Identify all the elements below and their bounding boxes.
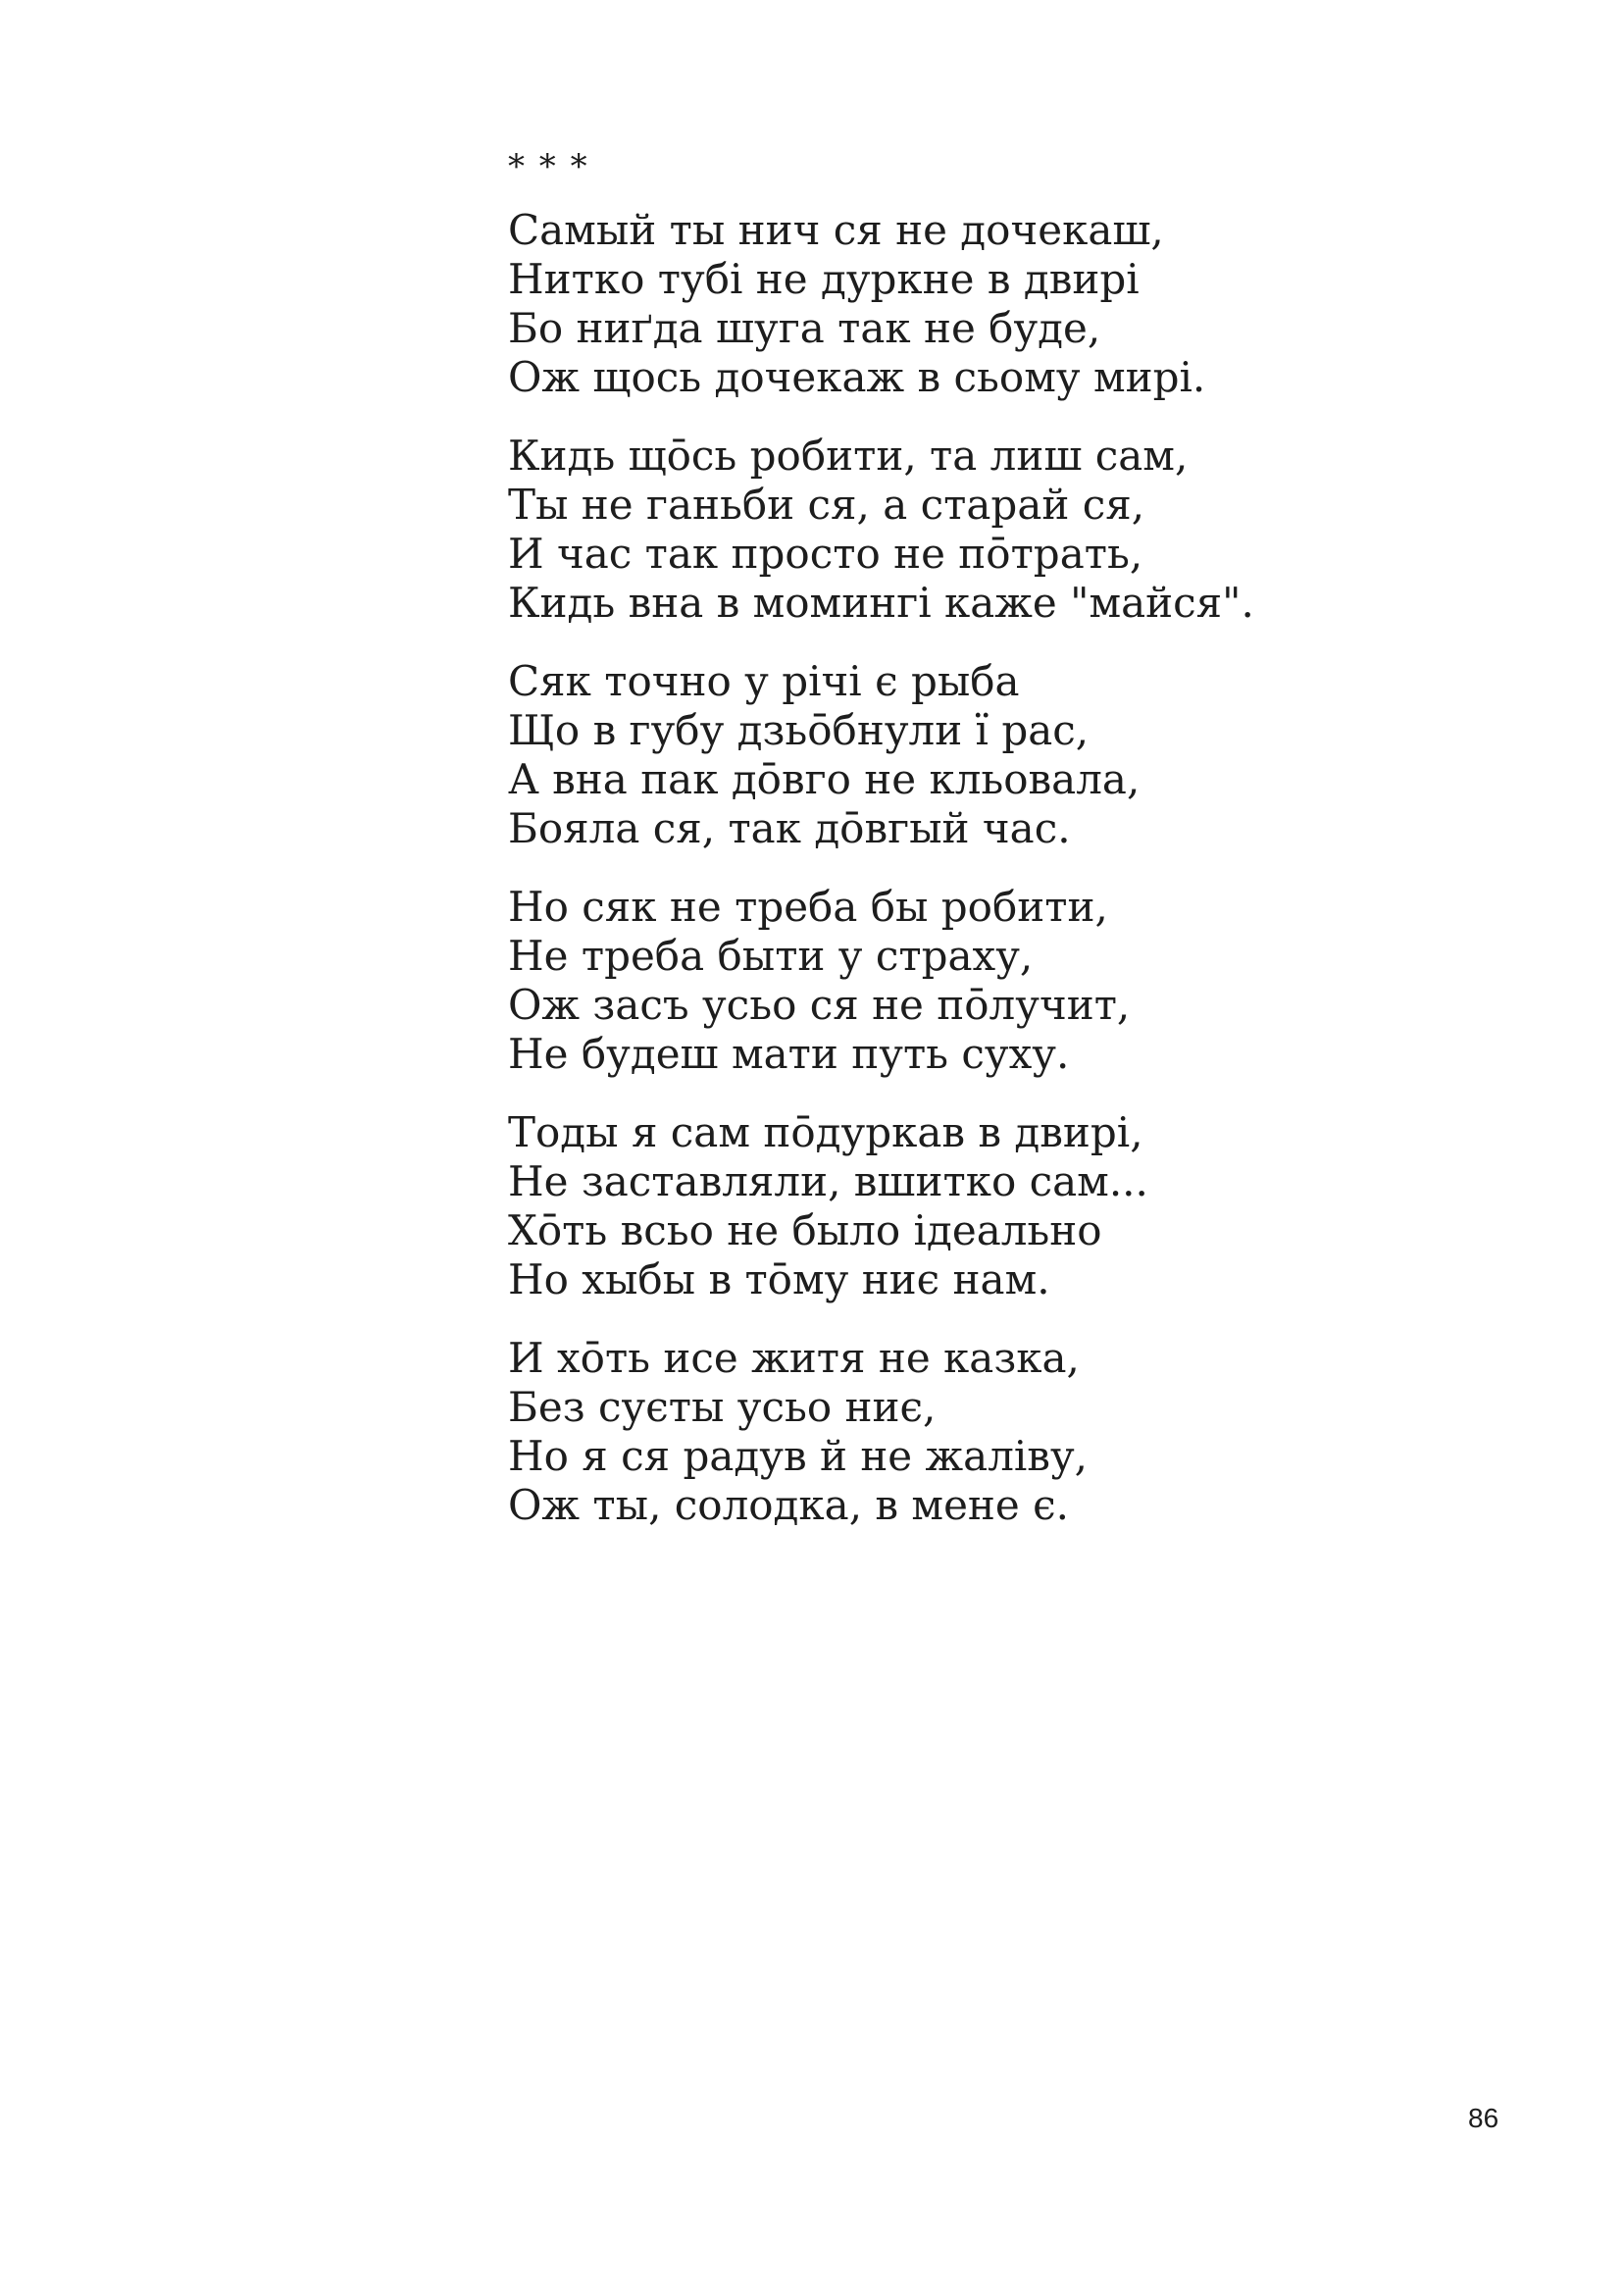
stanza xyxy=(508,1108,1489,1304)
section-separator: * * * xyxy=(508,147,589,186)
poem-line: Кидь вна в момингі каже "майся". xyxy=(508,579,1254,627)
poem-line: Бо ниґда шуга так не буде, xyxy=(508,304,1101,352)
stanza xyxy=(508,1334,1489,1530)
poem-line: Що в губу дзьōбнули ї рас, xyxy=(508,706,1090,754)
poem-line: Ож щось дочекаж в сьому мирі. xyxy=(508,353,1206,401)
poem-line: Но хыбы в тōму ниє нам. xyxy=(508,1255,1050,1303)
poem-line: Но я ся радув й не жаліву, xyxy=(508,1432,1089,1480)
poem-line: А вна пак дōвго не кльовала, xyxy=(508,755,1141,803)
poem-line: Ож ты, солодка, в мене є. xyxy=(508,1481,1070,1529)
poem-line: Но сяк не треба бы робити, xyxy=(508,883,1108,931)
poem-line: Самый ты нич ся не дочекаш, xyxy=(508,206,1164,254)
poem-line: Сяк точно у річі є рыба xyxy=(508,657,1020,705)
stanza xyxy=(508,432,1489,628)
poem-line: И час так просто не пōтрать, xyxy=(508,530,1143,578)
poem-line: И хōть исе житя не казка, xyxy=(508,1334,1080,1382)
poem-line: Ож засъ усьо ся не пōлучит, xyxy=(508,981,1131,1029)
poem-line: Ты не ганьби ся, а старай ся, xyxy=(508,481,1145,529)
stanza xyxy=(508,883,1489,1079)
stanza xyxy=(508,657,1489,853)
poem-line: Нитко тубі не дуркне в двирі xyxy=(508,255,1140,303)
page-number: 86 xyxy=(1468,2103,1499,2133)
poem-line: Бояла ся, так дōвгый час. xyxy=(508,804,1071,852)
poem-line: Кидь щōсь робити, та лиш сам, xyxy=(508,432,1189,480)
poem-line: Не треба быти у страху, xyxy=(508,932,1034,980)
stanza xyxy=(508,206,1489,402)
poem-line: Хōть всьо не было ідеально xyxy=(508,1206,1102,1254)
poem-line: Не будеш мати путь суху. xyxy=(508,1030,1070,1078)
poem-line: Не заставляли, вшитко сам... xyxy=(508,1157,1148,1205)
poem-line: Без суєты усьо ниє, xyxy=(508,1383,937,1431)
poem-line: Тоды я сам пōдуркав в двирі, xyxy=(508,1108,1143,1156)
poem xyxy=(508,147,1489,1559)
